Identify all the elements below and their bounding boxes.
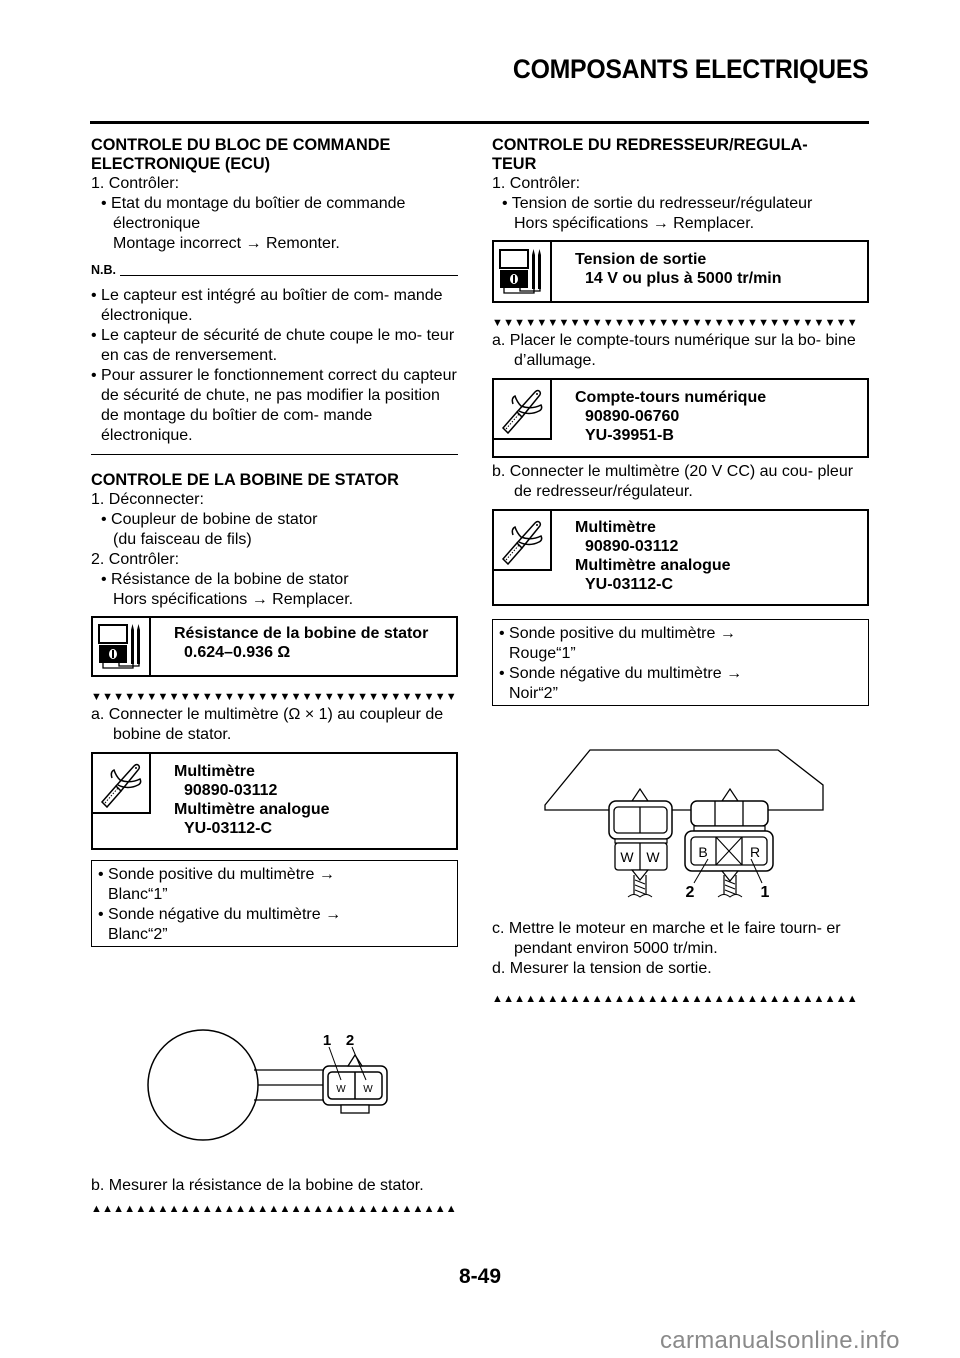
left-column: [91, 136, 458, 947]
callout-2: 2: [685, 884, 695, 901]
regulator-step-1: 1. Contrôler:: [492, 175, 581, 192]
ecu-bullet-1: • Etat du montage du boîtier de commande: [101, 195, 406, 212]
ecu-step-1: 1. Contrôler:: [91, 175, 180, 192]
stator-step-2-action: Hors spécifications → Remplacer.: [113, 591, 354, 608]
callout-1: 1: [760, 884, 770, 901]
nb-notes: [91, 286, 458, 446]
stator-heading: CONTROLE DE LA BOBINE DE STATOR: [91, 471, 399, 489]
pin-1-label: W: [336, 1084, 346, 1095]
triangles-down-divider: ▼▼▼▼▼▼▼▼▼▼▼▼▼▼▼▼▼▼▼▼▼▼▼▼▼▼▼▼▼▼▼▼▼: [492, 317, 858, 329]
stator-step-1: 1. Déconnecter:: [91, 491, 204, 508]
ecu-bullet-1-action: Montage incorrect → Remonter.: [113, 235, 340, 252]
regulator-heading: CONTROLE DU REDRESSEUR/REGULA- TEUR: [492, 136, 808, 173]
triangles-down-divider: ▼▼▼▼▼▼▼▼▼▼▼▼▼▼▼▼▼▼▼▼▼▼▼▼▼▼▼▼▼▼▼▼▼: [91, 691, 457, 703]
regulator-bullet-1-action: Hors spécifications → Remplacer.: [514, 215, 755, 232]
regulator-spec-text: Tension de sortie 14 V ou plus à 5000 tr/min: [575, 251, 782, 287]
pin-w2-label: W: [646, 849, 660, 865]
stator-spec-text: Résistance de la bobine de stator 0.624–0.936 Ω: [174, 625, 429, 661]
nb-header: [91, 260, 458, 280]
pin-r-label: R: [749, 844, 761, 860]
nb-note: • Le capteur est intégré au boîtier de com- mande électronique.: [91, 287, 443, 324]
page-number: 8-49: [459, 1265, 502, 1288]
regulator-step-b: b. Connecter le multimètre (20 V CC) au cou- pleur de redresseur/régulateur.: [492, 463, 854, 500]
nb-note: • Pour assurer le fonctionnement correct du capteur de sécurité de chute, ne pas modifier la position de montage du boîtier de com- mande électronique.: [91, 367, 457, 444]
regulator-coupler-diagram: [540, 745, 840, 905]
ecu-bullet-1-cont: électronique: [113, 215, 201, 232]
pin-b-label: B: [698, 844, 708, 860]
triangles-up-divider: ▲▲▲▲▲▲▲▲▲▲▲▲▲▲▲▲▲▲▲▲▲▲▲▲▲▲▲▲▲▲▲▲▲: [91, 1203, 457, 1215]
multimeter-icon: [494, 242, 552, 301]
regulator-step-d: d. Mesurer la tension de sortie.: [492, 960, 712, 977]
callout-1: 1: [322, 1032, 332, 1049]
stator-tool-box: [91, 752, 458, 850]
regulator-step-c: c. Mettre le moteur en marche et le faire tourn- er pendant environ 5000 tr/min.: [492, 920, 841, 957]
tachometer-tool-text: Compte-tours numérique 90890-06760 YU-39951-B: [575, 389, 767, 444]
pin-2-label: W: [363, 1084, 373, 1095]
page-header-title: COMPOSANTS ELECTRIQUES: [512, 54, 868, 84]
regulator-step-a: a. Placer le compte-tours numérique sur la bo- bine d’allumage.: [492, 332, 856, 369]
triangles-up-divider: ▲▲▲▲▲▲▲▲▲▲▲▲▲▲▲▲▲▲▲▲▲▲▲▲▲▲▲▲▲▲▲▲▲: [492, 993, 858, 1005]
ecu-heading: CONTROLE DU BLOC DE COMMANDE ELECTRONIQUE (ECU): [91, 136, 391, 173]
stator-step-2-bullet: • Résistance de la bobine de stator: [101, 571, 349, 588]
header-rule: [90, 121, 869, 124]
regulator-bullet-1: • Tension de sortie du redresseur/régulateur: [502, 195, 813, 212]
nb-note: • Le capteur de sécurité de chute coupe le mo- teur en cas de renversement.: [91, 327, 455, 364]
regulator-tool-text: Multimètre 90890-03112 Multimètre analogue YU-03112-C: [575, 519, 731, 593]
regulator-probe-box: • Sonde positive du multimètre → Rouge“1” • Sonde négative du multimètre → Noir“2”: [492, 619, 869, 706]
stator-step-2: 2. Contrôler:: [91, 551, 180, 568]
stator-spec-box: [91, 616, 458, 677]
special-tool-icon: [494, 511, 552, 571]
stator-coupler-diagram: [140, 1015, 400, 1155]
multimeter-icon: [93, 618, 151, 675]
nb-rule: [120, 275, 458, 276]
stator-tool-text: Multimètre 90890-03112 Multimètre analogue YU-03112-C: [174, 763, 330, 837]
special-tool-icon: [494, 380, 552, 440]
regulator-tool-box: [492, 509, 869, 606]
right-column: [492, 136, 869, 706]
regulator-steps-cd: [492, 919, 869, 979]
tachometer-tool-box: [492, 378, 869, 458]
regulator-spec-box: [492, 240, 869, 303]
stator-step-1-bullet: • Coupleur de bobine de stator: [101, 511, 318, 528]
special-tool-icon: [93, 754, 151, 814]
watermark: carmanualsonline.info: [660, 1327, 900, 1354]
callout-2: 2: [345, 1032, 355, 1049]
pin-w1-label: W: [620, 849, 634, 865]
nb-end-rule: [91, 454, 458, 455]
stator-step-1-bullet-cont: (du faisceau de fils): [113, 531, 252, 548]
stator-step-a: a. Connecter le multimètre (Ω × 1) au coupleur de bobine de stator.: [91, 706, 444, 743]
nb-label: N.B.: [91, 263, 116, 277]
stator-probe-box: • Sonde positive du multimètre → Blanc“1” • Sonde négative du multimètre → Blanc“2”: [91, 860, 458, 947]
stator-step-b: b. Mesurer la résistance de la bobine de stator.: [91, 1177, 424, 1194]
